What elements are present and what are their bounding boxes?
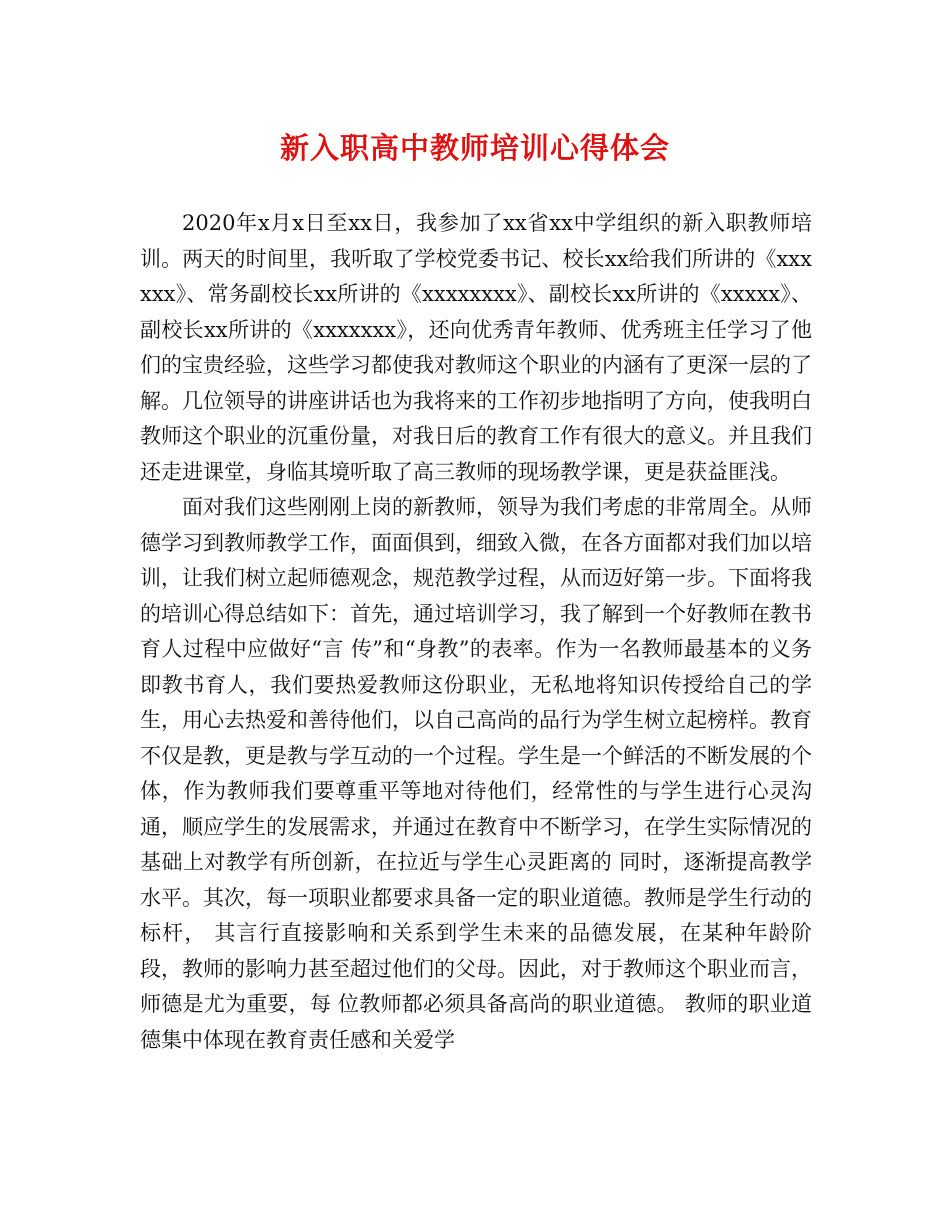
paragraph-2: 面对我们这些刚刚上岗的新教师，领导为我们考虑的非常周全。从师德学习到教师教学工作，面面俱到，细致入微，在各方面都对我们加以培训，让我们树立起师德观念，规范教学过程，从而迈好第一步。下面将我 的培训心得总结如下：首先，通过培训学习，我了解到一个好教师在教书育人过程中应做好“言 传”和“身教”的表率。作为一名教师最基本的义务即教书育人，我们要热爱教师这份职业，无私地将知识传授给自己的学生，用心去热爱和善待他们，以自己高尚的品行为学生树立起榜样。教育不仅是教，更是教与学互动的一个过程。学生是一个鲜活的不断发展的个体，作为教师我们要尊重平等地对待他们，经常性的与学生进行心灵沟通，顺应学生的发展需求，并通过在教育中不断学习，在学生实际情况的基础上对教学有所创新，在拉近与学生心灵距离的 同时，逐渐提高教学水平。其次，每一项职业都要求具备一定的职业道德。教师是学生行动的标杆， 其言行直接影响和关系到学生未来的品德发展，在某种年龄阶段，教师的影响力甚至超过他们的父母。因此，对于教师这个职业而言，师德是尤为重要，每 位教师都必须具备高尚的职业道德。 教师的职业道德集中体现在教育责任感和关爱学 [140, 495, 812, 1052]
document-body [140, 206, 812, 1058]
paragraph-1: 2020年x月x日至xx日，我参加了xx省xx中学组织的新入职教师培训。两天的时间里，我听取了学校党委书记、校长xx给我们所讲的《xxxxxx》、常务副校长xx所讲的《xxxxxxxx》、副校长xx所讲的《xxxxx》、副校长xx所讲的《xxxxxxx》，还向优秀青年教师、优秀班主任学习了他们的宝贵经验，这些学习都使我对教师这个职业的内涵有了更深一层的了解。几位领导的讲座讲话也为我将来的工作初步地指明了方向，使我明白教师这个职业的沉重份量，对我日后的教育工作有很大的意义。并且我们还走进课堂，身临其境听取了高三教师的现场教学课，更是获益匪浅。 [140, 211, 812, 484]
document-title: 新入职高中教师培训心得体会 [279, 131, 670, 165]
